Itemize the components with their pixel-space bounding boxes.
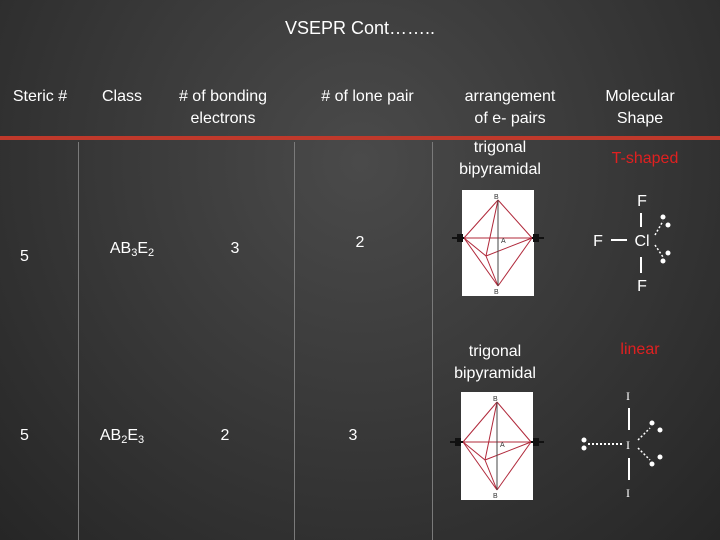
label-a: A: [500, 442, 505, 449]
header-bonding-line1: # of bonding: [178, 88, 268, 105]
row1-lone-pair: 2: [355, 234, 365, 251]
row2-class: $AB_2E_3$: [99, 427, 145, 446]
header-bonding-line2: electrons: [190, 110, 256, 127]
label-b-bottom: B: [494, 289, 499, 296]
header-shape-line2: Shape: [616, 110, 664, 127]
header-divider: [0, 136, 720, 140]
row2-steric: 5: [20, 427, 29, 444]
header-arrangement-line2: of e- pairs: [474, 110, 546, 127]
header-bonding: [158, 86, 288, 130]
row1-atom-center: Cl: [634, 233, 650, 250]
header-shape: [585, 86, 695, 130]
row1-shape: T-shaped: [611, 150, 679, 167]
row1-steric: 5: [20, 248, 29, 265]
label-b-top: B: [494, 194, 499, 201]
row1-atom-top: F: [637, 193, 647, 210]
row1-t-shape-bonds: [600, 205, 690, 285]
column-divider: [294, 142, 295, 540]
row1-arrangement-line2: bipyramidal: [459, 161, 541, 178]
row2-arrangement-line2: bipyramidal: [454, 365, 536, 382]
label-b-top: B: [493, 396, 498, 403]
row2-linear-bonds: [580, 400, 680, 490]
row2-atom-center: I: [626, 438, 630, 452]
label-a: A: [501, 238, 506, 245]
header-class: Class: [101, 88, 142, 105]
row1-arrangement: [430, 137, 570, 181]
row1-bonding: 3: [230, 240, 240, 257]
row2-atom-top: I: [626, 389, 630, 403]
header-arrangement-line1: arrangement: [464, 88, 556, 105]
column-divider: [78, 142, 79, 540]
slide-title: VSEPR Cont……..: [284, 18, 436, 38]
row2-bipyramid-diagram: [450, 392, 544, 500]
row2-shape: linear: [620, 341, 660, 358]
row1-arrangement-line1: trigonal: [473, 139, 527, 156]
row1-atom-bottom: F: [637, 278, 647, 295]
header-steric: Steric #: [12, 88, 68, 105]
row2-arrangement: [425, 341, 565, 385]
row2-bonding: 2: [220, 427, 230, 444]
label-b-bottom: B: [493, 493, 498, 500]
row2-arrangement-line1: trigonal: [468, 343, 522, 360]
header-lone-pair: # of lone pair: [321, 88, 414, 105]
row1-atom-left: F: [593, 233, 603, 250]
row1-bipyramid-diagram: [452, 190, 544, 296]
row2-lone-pair: 3: [348, 427, 358, 444]
header-shape-line1: Molecular: [605, 88, 675, 105]
row2-atom-bottom: I: [626, 486, 630, 500]
row1-class: $AB_3E_2$: [109, 240, 155, 259]
header-arrangement: [440, 86, 580, 130]
